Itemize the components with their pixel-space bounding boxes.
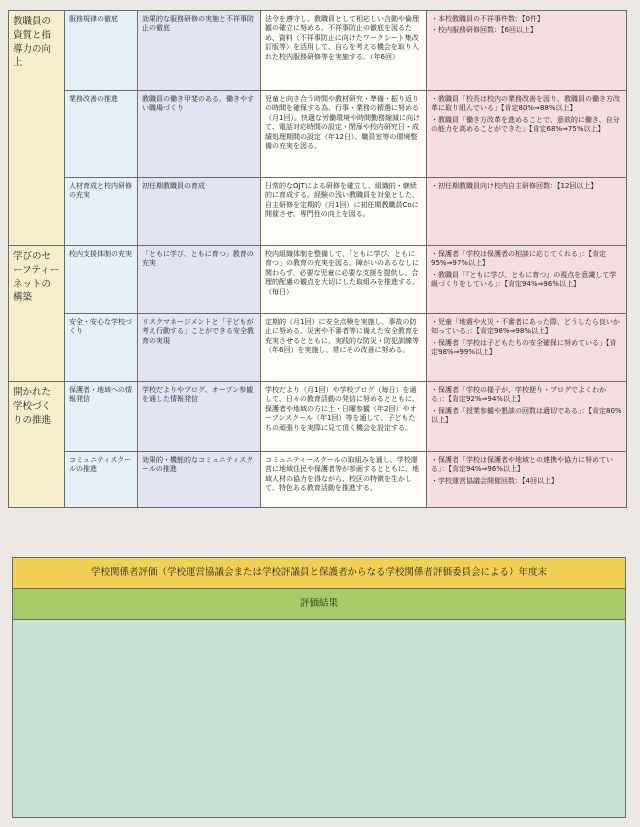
goal-cell: 学校だよりやブログ、オープン参観を通した情報発信 <box>138 382 261 452</box>
goal-cell: 効果的な服務研修の実施と不祥事防止の徹底 <box>138 11 261 91</box>
table-row <box>9 91 627 178</box>
evaluation-result-heading: 評価結果 <box>13 589 625 620</box>
indicator-line: ・本校教職員の不祥事件数：【0件】 <box>431 15 544 23</box>
indicator-cell <box>427 178 627 246</box>
action-cell: 校内組織体制を整備して、「ともに学び、ともに育つ」の教育の充実を図る。障がいのあるなしに関わらず、必要な児童に必要な支援を提供し、合理的配慮の観点を大切にした取組みを推進する。（毎日） <box>261 246 427 314</box>
item-cell: コミュニティスクールの推進 <box>65 452 138 508</box>
indicator-line: ・校内服務研修回数：【6回以上】 <box>431 26 537 35</box>
goal-cell: 「ともに学び、ともに育つ」教育の充実 <box>138 246 261 314</box>
action-cell: コミュニティースクールの取組みを通し、学校運営に地域住民や保護者等が参画するとともに、地域人材の協力を得ながら、校区の特徴を生かして、特色ある教育活動を推進する。 <box>261 452 427 508</box>
indicator-cell <box>427 452 627 508</box>
item-cell: 保護者・地域への情報発信 <box>65 382 138 452</box>
school-plan-table <box>8 10 627 508</box>
indicator-cell <box>427 382 627 452</box>
action-cell: 学校だより（月1回）や学校ブログ（毎日）を通して、日々の教育活動の発信に努めるとともに、保護者や地域の方に土・日曜参観（年2回）やオープンスクール（年1回）等を通して、子どもたちの頑張りを実際に見て頂く機会を設定する。 <box>261 382 427 452</box>
item-cell: 校内支援体制の充実 <box>65 246 138 314</box>
indicator-cell <box>427 91 627 178</box>
action-cell: 日常的なOJTによる研修を確立し、組織的・継続的に育成する。経験の浅い教職員を対象とした、自主研修を定期的（月1回）に初任期教職員Coに開催させ、専門性の向上を図る。 <box>261 178 427 246</box>
table-row <box>9 314 627 382</box>
indicator-line: ・保護者「学校の様子が、学校便り・ブログでよくわかる」：【肯定92%⇒94%以上】 <box>431 386 606 404</box>
category-cell: 学びのセーフティーネットの構築 <box>9 246 65 382</box>
action-cell: 児童と向き合う時間や教材研究・準備・振り返りの時間を確保する為、行事・業務の精選に努める（月1回）。快適な労働環境や時間勤務縮減に向けて、電話対応時間の設定・閉扉や校内研究日・成績処理期間の設定（年12日）、職員室等の環境整備の充実を図る。 <box>261 91 427 178</box>
action-cell: 定期的（月1回）に安全点検を実施し、事故の防止に努める。災害や不審者等に備えた安全教育を充実させるとともに、実践的な防災・防犯訓練等（年6回）を実施し、常にその改善に努める。 <box>261 314 427 382</box>
indicator-line: ・保護者「授業参観や懇談の回数は適切である」：【肯定80%以上】 <box>431 406 622 425</box>
indicator-line: ・児童「地震や火災・不審者にあった際、どうしたら良いか知っている」：【肯定98%⇒98%以上】 <box>431 318 620 336</box>
table-row <box>9 452 627 508</box>
item-cell: 安全・安心な学校づくり <box>65 314 138 382</box>
indicator-line: ・教職員「校長は校内の業務改善を図り、教職員の働き方改革に取り組んでいる」【肯定80%⇒88%以上】 <box>431 95 620 113</box>
indicator-line: ・初任期教職員向け校内自主研修回数：【12回以上】 <box>431 182 598 190</box>
goal-cell: 教職員の働き甲斐のある、働きやすい職場づくり <box>138 91 261 178</box>
action-cell: 法令を遵守し、教職員として相応しい言動や倫理観の確立に努める。不祥事防止の徹底を図るため、資料（不祥事防止に向けたワークシート集改訂版等）を活用して、自らを考える機会を取り入れた校内服務研修等を実施する。（年6回） <box>261 11 427 91</box>
category-cell: 教職員の資質と指導力の向上 <box>9 11 65 246</box>
category-cell: 開かれた学校づくりの推進 <box>9 382 65 508</box>
evaluation-title: 学校関係者評価（学校運営協議会または学校評議員と保護者からなる学校関係者評価委員会による）年度末 <box>13 558 625 589</box>
indicator-line: ・教職員「『ともに学び、ともに育つ』の視点を意識して学級づくりをしている」：【肯定94%⇒96%以上】 <box>431 270 617 289</box>
indicator-cell <box>427 314 627 382</box>
goal-cell: 効果的・機能的なコミュニティスクールの推進 <box>138 452 261 508</box>
indicator-cell <box>427 11 627 91</box>
table-row <box>9 382 627 452</box>
indicator-cell <box>427 246 627 314</box>
item-cell: 業務改善の推進 <box>65 91 138 178</box>
goal-cell: 初任期教職員の育成 <box>138 178 261 246</box>
item-cell: 服務規律の徹底 <box>65 11 138 91</box>
item-cell: 人材育成と校内研修の充実 <box>65 178 138 246</box>
table-row <box>9 246 627 314</box>
indicator-line: ・教職員「働き方改革を進めることで、意欲的に働き、自分の能力を高めることができた」【肯定68%⇒75%以上】 <box>431 115 620 134</box>
goal-cell: リスクマネージメントと「子どもが考え行動する」ことができる安全教育の実現 <box>138 314 261 382</box>
evaluation-result-area <box>13 620 625 817</box>
indicator-line: ・保護者「学校は保護者の相談に応じてくれる」：【肯定95%⇒97%以上】 <box>431 250 606 268</box>
table-row <box>9 11 627 91</box>
indicator-line: ・学校運営協議会開催回数：【4回以上】 <box>431 476 558 485</box>
table-row <box>9 178 627 246</box>
indicator-line: ・保護者「学校は保護者や地域との連携や協力に努めている」：【肯定94%⇒96%以上】 <box>431 456 613 474</box>
evaluation-section <box>12 557 626 818</box>
indicator-line: ・保護者「学校は子どもたちの安全確保に努めている」【肯定98%⇒99%以上】 <box>431 338 617 357</box>
